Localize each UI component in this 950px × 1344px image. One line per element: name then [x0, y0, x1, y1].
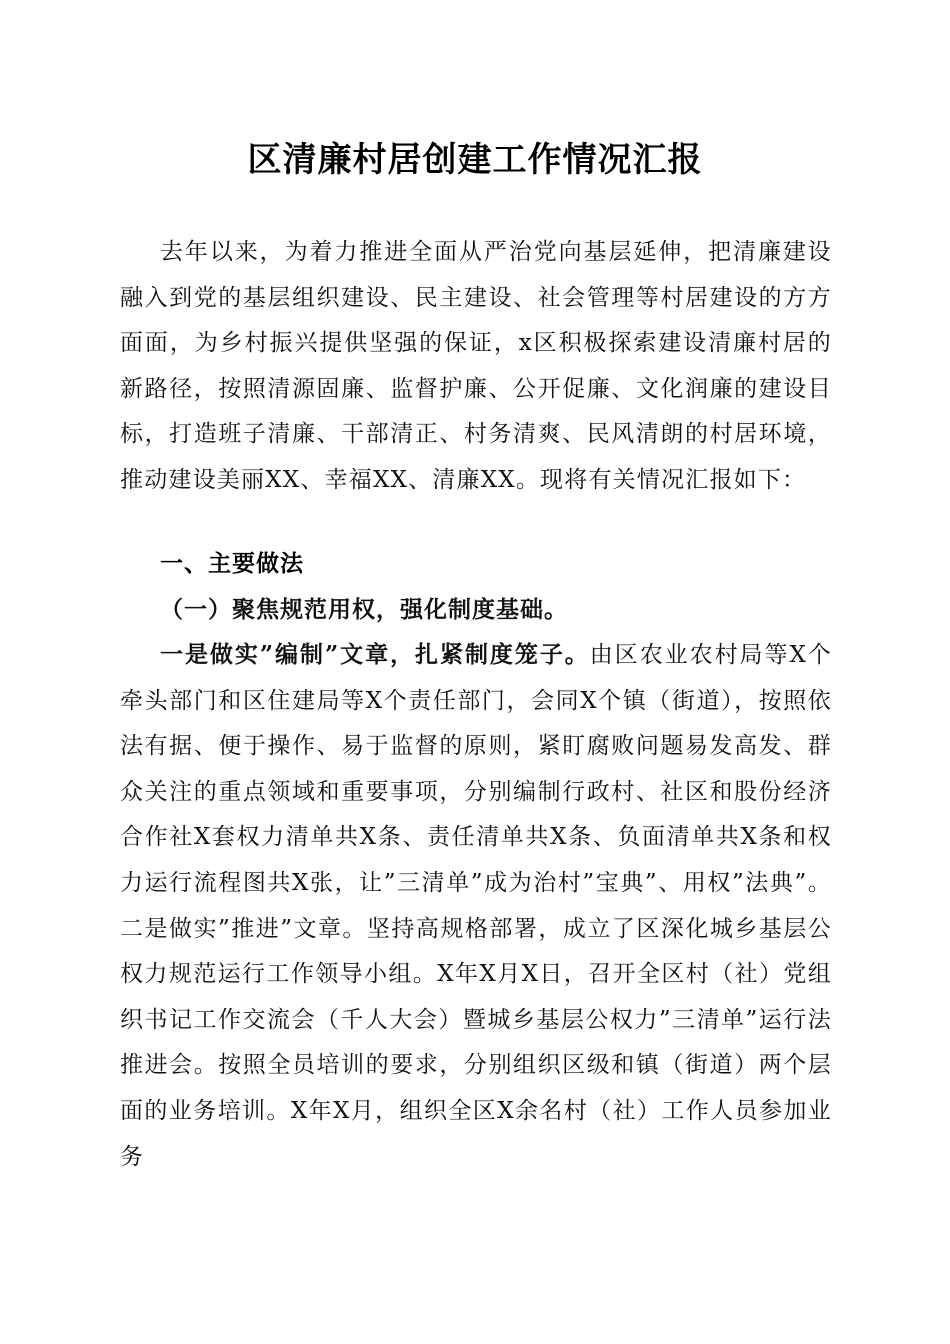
document-title: 区清廉村居创建工作情况汇报 [247, 140, 703, 180]
section-heading: 一、主要做法 [160, 551, 304, 577]
intro-paragraph: 去年以来，为着力推进全面从严治党向基层延伸，把清廉建设融入到党的基层组织建设、民主建设、社会管理等村居建设的方方面面，为乡村振兴提供坚强的保证，x区积极探索建设清廉村居的新路径，按照清源固廉、监督护廉、公开促廉、文化润廉的建设目标，打造班子清廉、干部清正、村务清爽、民风清朗的村居环境，推动建设美丽XX、幸福XX、清廉XX。现将有关情况汇报如下： [120, 239, 832, 493]
intro-paragraph-block [120, 230, 832, 504]
paragraph-lead-sentence: 一是做实”编制”文章，扎紧制度笼子。 [160, 641, 590, 668]
body-paragraph-block [120, 632, 832, 1180]
paragraph-body-text: 由区农业农村局等X个牵头部门和区住建局等X个责任部门，会同X个镇（街道），按照依法有据、便于操作、易于监督的原则，紧盯腐败问题易发高发、群众关注的重点领域和重要事项，分别编制行政村、社区和股份经济合作社X套权力清单共X条、责任清单共X条、负面清单共X条和权力运行流程图共X张，让”三清单”成为治村”宝典”、用权”法典”。二是做实”推进”文章。坚持高规格部署，成立了区深化城乡基层公权力规范运行工作领导小组。X年X月X日，召开全区村（社）党组织书记工作交流会（千人大会）暨城乡基层公权力”三清单”运行法推进会。按照全员培训的要求，分别组织区级和镇（街道）两个层面的业务培训。X年X月，组织全区X余名村（社）工作人员参加业务 [120, 642, 833, 1170]
body-paragraph [120, 632, 832, 1180]
subsection-heading: （一）聚焦规范用权，强化制度基础。 [160, 596, 568, 623]
